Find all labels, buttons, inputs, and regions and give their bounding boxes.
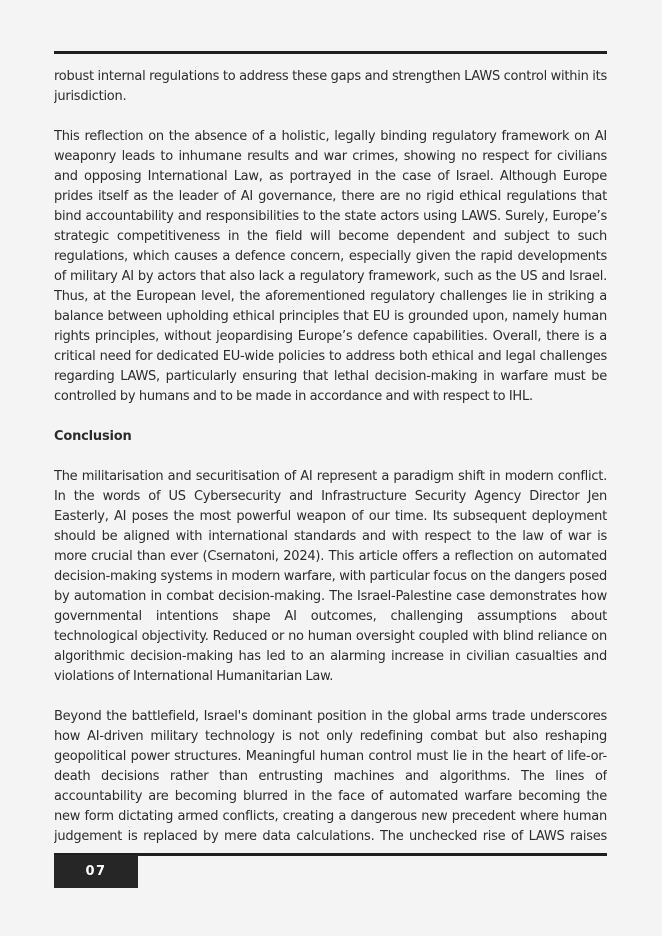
article-body bbox=[54, 67, 607, 847]
paragraph-conclusion-2: Beyond the battlefield, Israel's dominant position in the global arms trade underscores how AI-driven military technology is not only redefining combat but also reshaping geopolitical power structures. Meaningful human control must lie in the heart of life-or-death decisions rather than entrusting machines and algorithms. The lines of accountability are becoming blurred in the face of automated warfare becoming the new form dictating armed conflicts, creating a dangerous new precedent where human judgement is replaced by mere data calculations. The unchecked rise of LAWS raises bbox=[54, 709, 607, 844]
paragraph-continuation: robust internal regulations to address these gaps and strengthen LAWS control within its jurisdiction. bbox=[54, 69, 607, 104]
section-heading-conclusion: Conclusion bbox=[54, 429, 132, 444]
header-rule bbox=[54, 51, 607, 54]
paragraph-conclusion-1: The militarisation and securitisation of AI represent a paradigm shift in modern conflict. In the words of US Cybersecurity and Infrastructure Security Agency Director Jen Easterly, AI poses the most powerful weapon of our time. Its subsequent deployment should be aligned with international standards and with respect to the law of war is more crucial than ever (Csernatoni, 2024). This article offers a reflection on automated decision-making systems in modern warfare, with particular focus on the dangers posed by automation in combat decision-making. The Israel-Palestine case demonstrates how governmental intentions shape AI outcomes, challenging assumptions about technological objectivity. Reduced or no human oversight coupled with blind reliance on algorithmic decision-making has led to an alarming increase in civilian casualties and violations of International Humanitarian Law. bbox=[54, 469, 607, 684]
page-number-badge bbox=[54, 855, 138, 888]
page-number: 07 bbox=[85, 864, 107, 879]
paragraph-regulatory-reflection: This reflection on the absence of a holistic, legally binding regulatory framework on AI weaponry leads to inhumane results and war crimes, showing no respect for civilians and opposing International Law, as portrayed in the case of Israel. Although Europe prides itself as the leader of AI governance, there are no rigid ethical regulations that bind accountability and responsibilities to the state actors using LAWS. Surely, Europe’s strategic competitiveness in the field will become dependent and subject to such regulations, which causes a defence concern, especially given the rapid developments of military AI by actors that also lack a regulatory framework, such as the US and Israel. Thus, at the European level, the aforementioned regulatory challenges lie in striking a balance between upholding ethical principles that EU is grounded upon, namely human rights principles, without jeopardising Europe’s defence capabilities. Overall, there is a critical need for dedicated EU-wide policies to address both ethical and legal challenges regarding LAWS, particularly ensuring that lethal decision-making in warfare must be controlled by humans and to be made in accordance and with respect to IHL. bbox=[54, 129, 607, 404]
